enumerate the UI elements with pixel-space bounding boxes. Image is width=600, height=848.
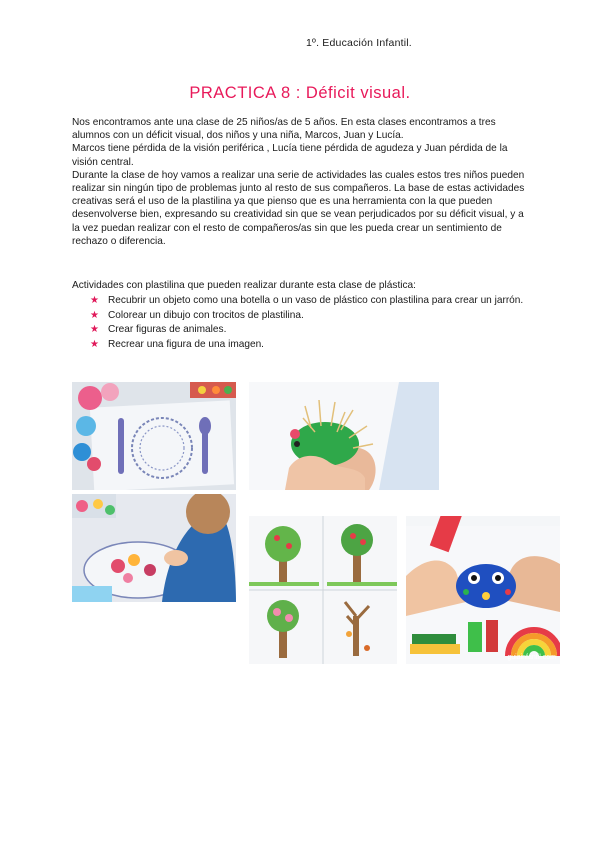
course-header: 1º. Educación Infantil. xyxy=(306,37,412,49)
activities-intro: Actividades con plastilina que pueden realizar durante esta clase de plástica: xyxy=(72,280,416,291)
star-icon: ★ xyxy=(90,339,99,351)
child-plate-photo xyxy=(72,494,236,602)
list-item: ★ Recubrir un objeto como una botella o un vaso de plástico con plastilina para crear un jarrón. xyxy=(90,295,524,306)
trees-photo xyxy=(249,516,397,664)
star-icon: ★ xyxy=(90,309,99,321)
paragraph: Marcos tiene pérdida de la visión periférica , Lucía tiene pérdida de agudeza y Juan pérdida de la visión central. xyxy=(72,143,508,168)
paragraph: Durante la clase de hoy vamos a realizar una serie de actividades las cuales estos tres niños pueden realizar sin ningún tipo de problemas junto al resto de sus compañeros. La base de estas actividades creativas será el uso de la plastilina ya que pienso que es una herramienta con la que pueden desenvolverse bien, expresando su creatividad sin que se vean perjudicados por su déficit visual, y a la vez puedan realizar con el resto de compañeros/as sin que les pueda crear un sentimiento de rechazo o diferencia. xyxy=(72,169,525,247)
animal-figure-photo xyxy=(406,516,560,664)
star-icon: ★ xyxy=(90,324,99,336)
watermark: guiainfantil.com xyxy=(507,654,556,661)
placemat-photo xyxy=(72,382,236,490)
list-item: ★ Colorear un dibujo con trocitos de plastilina. xyxy=(90,309,304,321)
list-item: ★ Recrear una figura de una imagen. xyxy=(90,339,264,351)
body-text xyxy=(72,116,532,248)
page-title: PRACTICA 8 : Déficit visual. xyxy=(189,84,411,103)
activities-list xyxy=(90,294,530,353)
star-icon: ★ xyxy=(90,295,99,306)
paragraph: Nos encontramos ante una clase de 25 niños/as de 5 años. En esta clases encontramos a tres alumnos con un déficit visual, dos niños y una niña, Marcos, Juan y Lucía. xyxy=(72,117,496,142)
list-item: ★ Crear figuras de animales. xyxy=(90,324,227,336)
hedgehog-photo xyxy=(249,382,439,490)
